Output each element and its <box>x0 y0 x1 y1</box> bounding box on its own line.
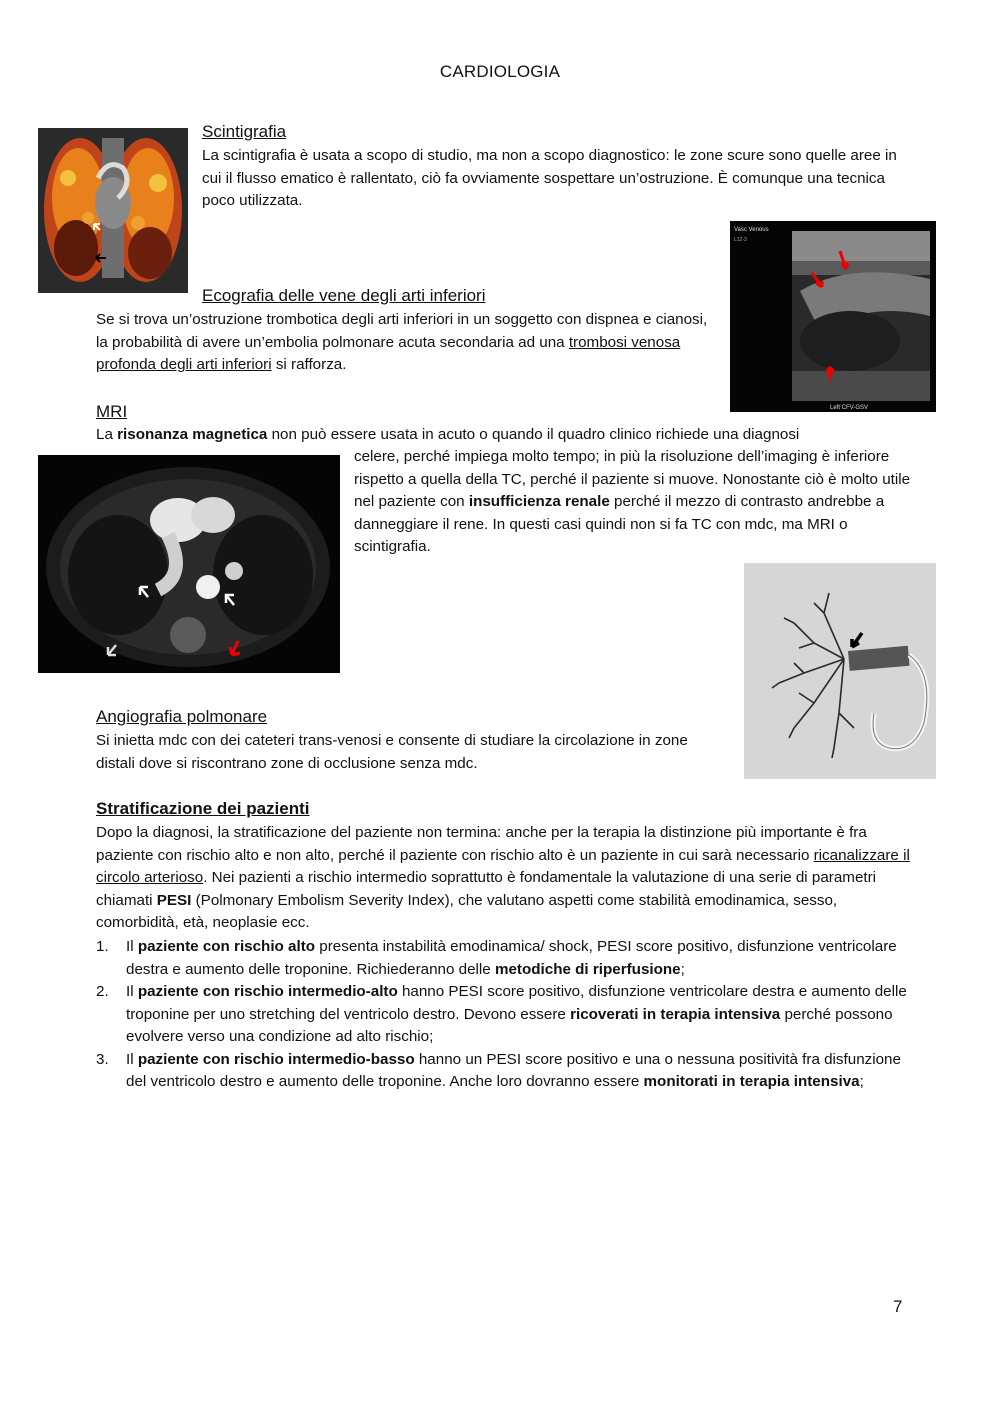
angiography-image <box>744 563 936 779</box>
mri-bold-renal: insufficienza renale <box>468 493 610 510</box>
mri-bold-term: risonanza magnetica <box>117 426 268 443</box>
angiografia-body: Si inietta mdc con dei cateteri trans-venosi e consente di studiare la circolazione in zone distali dove si riscontrano zone di occlusione senza mdc. <box>96 732 688 772</box>
ultrasound-label-top: Vasc Venous <box>734 227 769 233</box>
ecografia-body-text: Se si trova un’ostruzione trombotica degli arti inferiori in un soggetto con dispnea e cianosi, la probabilità di avere un’embolia polmonare acuta secondaria ad una <box>96 311 708 351</box>
mri-title: MRI <box>96 402 128 421</box>
mri-body-line1: La risonanza magnetica non può essere usata in acuto o quando il quadro clinico richiede una diagnosi <box>96 426 800 443</box>
page-header: CARDIOLOGIA <box>439 62 561 81</box>
page-number: 7 <box>893 1297 903 1316</box>
ecografia-body-end: si rafforza. <box>271 356 347 373</box>
pesi-bold: PESI <box>156 891 192 909</box>
risk-list <box>96 936 916 1094</box>
stratificazione-body: Dopo la diagnosi, la stratificazione del paziente non termina: anche per la terapia la distinzione più importante è fra paziente con rischio alto e non alto, perché il paziente con rischio alto è un paziente in cui sarà necessario ricanalizzare il circolo arterioso. Nei pazienti a rischio intermedio soprattutto è fondamentale la valutazione di una serie di parametri chiamati PESI (Polmonary Embolism Severity Index), che valutano aspetti come stabilità emodinamica, sesso, comorbidità, età, neoplasie ecc. <box>96 824 910 931</box>
ultrasound-label-bottom: Left CFV-GSV <box>830 405 869 411</box>
list-item: 3. Il paziente con rischio intermedio-basso hanno un PESI score positivo e una o nessuna positività fra disfunzione del ventricolo destro e aumento delle troponine. Anche loro dovranno essere monitorati in terapia intensiva; <box>96 1050 901 1090</box>
ultrasound-image <box>730 221 936 412</box>
scintigrafia-body: La scintigrafia è usata a scopo di studio, ma non a scopo diagnostico: le zone scure sono quelle aree in cui il flusso ematico è rallentato, ciò fa ovviamente sospettare un’ostruzione. È comunque una tecnica poco utilizzata. <box>202 147 897 209</box>
mri-body-rest: celere, perché impiega molto tempo; in più la risoluzione dell’imaging è inferiore rispetto a quella della TC, perché il paziente si muove. Nonostante ciò è molto utile nel paziente con insufficienza renale perché il mezzo di contrasto andrebbe a danneggiare il rene. In questi casi quindi non si fa TC con mdc, ma MRI o scintigrafia. <box>354 448 911 555</box>
scintigrafia-title: Scintigrafia <box>202 122 287 141</box>
angiografia-title: Angiografia polmonare <box>96 707 268 726</box>
ecografia-title: Ecografia delle vene degli arti inferiori <box>202 286 486 305</box>
ecografia-body-underlined: trombosi venosa profonda degli arti inferiori <box>96 333 681 373</box>
svg-text:L12-3: L12-3 <box>734 237 747 243</box>
list-item: 1. Il paziente con rischio alto presenta instabilità emodinamica/ shock, PESI score positivo, disfunzione ventricolare destra e aumento delle troponine. Richiederanno delle metodiche di riperfusione; <box>96 938 897 978</box>
stratificazione-title: Stratificazione dei pazienti <box>96 799 310 818</box>
mri-image <box>38 455 340 673</box>
stratificazione-underlined: ricanalizzare il circolo arterioso <box>96 846 910 886</box>
ecografia-body <box>96 309 716 377</box>
list-item: 2. Il paziente con rischio intermedio-alto hanno PESI score positivo, disfunzione ventricolare destra e aumento delle troponine per uno stretching del ventricolo destro. Devono essere ricoverati in terapia intensiva perché possono evolvere verso una condizione ad alto rischio; <box>96 983 907 1045</box>
scintigraphy-image <box>38 128 188 293</box>
